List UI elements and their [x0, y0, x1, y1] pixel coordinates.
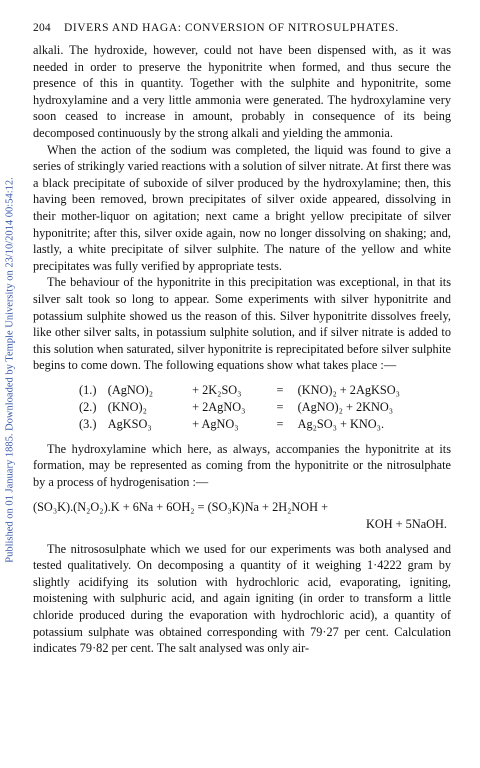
- hydrogenisation-line-1: (SO₃K).(N₂O₂).K + 6Na + 6OH₂ = (SO₃K)Na + 2H₂NOH +: [33, 499, 329, 514]
- equals-sign: =: [276, 382, 284, 397]
- page-number: 204: [33, 22, 51, 34]
- paragraph-4: The hydroxylamine which here, as always, accompanies the hyponitrite at its formation, may be represented as coming from the hyponitrite or the nitrosulphate by a process of hydrogenisation :—: [33, 441, 451, 490]
- publication-side-note: [3, 60, 17, 680]
- equation-lhs-term: (KNO)₂: [107, 399, 147, 414]
- equation-row: [79, 382, 451, 399]
- equation-lhs-term: (AgNO)₂: [107, 382, 154, 397]
- paragraph-2: When the action of the sodium was completed, the liquid was found to give a series of strikingly varied reactions with a solution of silver nitrate. At first there was a black precipitate of suboxide of silver produced by the hydroxylamine; then, this having been removed, brown precipitates of silver oxide appeared, dissolving in their mother-liquor on agitation; next came a bright yellow precipitate of silver hyponitrite; after this, silver oxide again, now no longer dissolving on shaking; and, lastly, a white precipitate of silver sulphite. The nature of the yellow and white precipitates was fully verified by appropriate tests.: [33, 142, 451, 273]
- paragraph-5: The nitrososulphate which we used for our experiments was both analysed and tested qualitatively. On decomposing a quantity of it weighing 1·4222 gram by slightly acidifying its solution with hydrochloric acid, evaporating, igniting, moistening with sulphuric acid, and again igniting (in order to transform a little chloride produced during the evaporation with hydrochloric acid), a quantity of potassium sulphate was obtained corresponding with 79·27 per cent. Calculation indicates 79·82 per cent. The salt analysed was only air-: [33, 541, 451, 656]
- running-header: [33, 22, 451, 34]
- running-title: DIVERS AND HAGA: CONVERSION OF NITROSULPHATES.: [63, 22, 399, 34]
- hydrogenisation-equation: [33, 499, 451, 533]
- equation-row: [79, 399, 451, 416]
- equation-rhs: (AgNO)₂ + 2KNO₃: [297, 399, 394, 414]
- side-note-text: Published on 01 January 1885. Downloaded by Temple University on 23/10/2014 00:54:12.: [4, 177, 16, 563]
- equation-rhs: Ag₂SO₃ + KNO₃.: [297, 416, 385, 431]
- paragraph-1: alkali. The hydroxide, however, could not have been dispensed with, as it was needed in order to preserve the hyponitrite when formed, and thus secure the presence of this in quantity. Together with the sulphite and hyponitrite, some hydroxylamine and a very little ammonia were generated. The hydroxylamine very soon ceased to increase in amount, probably in consequence of its being decomposed continuously by the strong alkali and yielding the ammonia.: [33, 43, 451, 140]
- equals-sign: =: [276, 416, 284, 431]
- equation-number: (3.): [79, 416, 97, 431]
- equation-lhs-term: AgKSO₃: [107, 416, 152, 431]
- equation-rhs: (KNO)₂ + 2AgKSO₃: [297, 382, 400, 397]
- equation-number: (1.): [79, 382, 97, 397]
- page-body: [33, 22, 451, 657]
- equation-number: (2.): [79, 399, 97, 414]
- paragraph-3: The behaviour of the hyponitrite in this precipitation was exceptional, in that its silver salt took so long to appear. Some experiments with silver hyponitrite and potassium sulphite showed us the reason of this. Silver hyponitrite dissolves freely, like other silver salts, in potassium sulphite solution, and if silver nitrate is added to this solution when saturated, silver hyponitrite is reprecipitated before silver sulphite begins to come down. The following equations show what takes place :—: [33, 275, 451, 373]
- equals-sign: =: [276, 399, 284, 414]
- equation-lhs-term: + 2AgNO₃: [192, 399, 246, 414]
- equation-lhs-term: + AgNO₃: [192, 416, 239, 431]
- equation-lhs-term: + 2K₂SO₃: [192, 382, 242, 397]
- equation-block: [79, 382, 451, 433]
- equation-row: [79, 416, 451, 433]
- hydrogenisation-line-2: KOH + 5NaOH.: [365, 516, 447, 531]
